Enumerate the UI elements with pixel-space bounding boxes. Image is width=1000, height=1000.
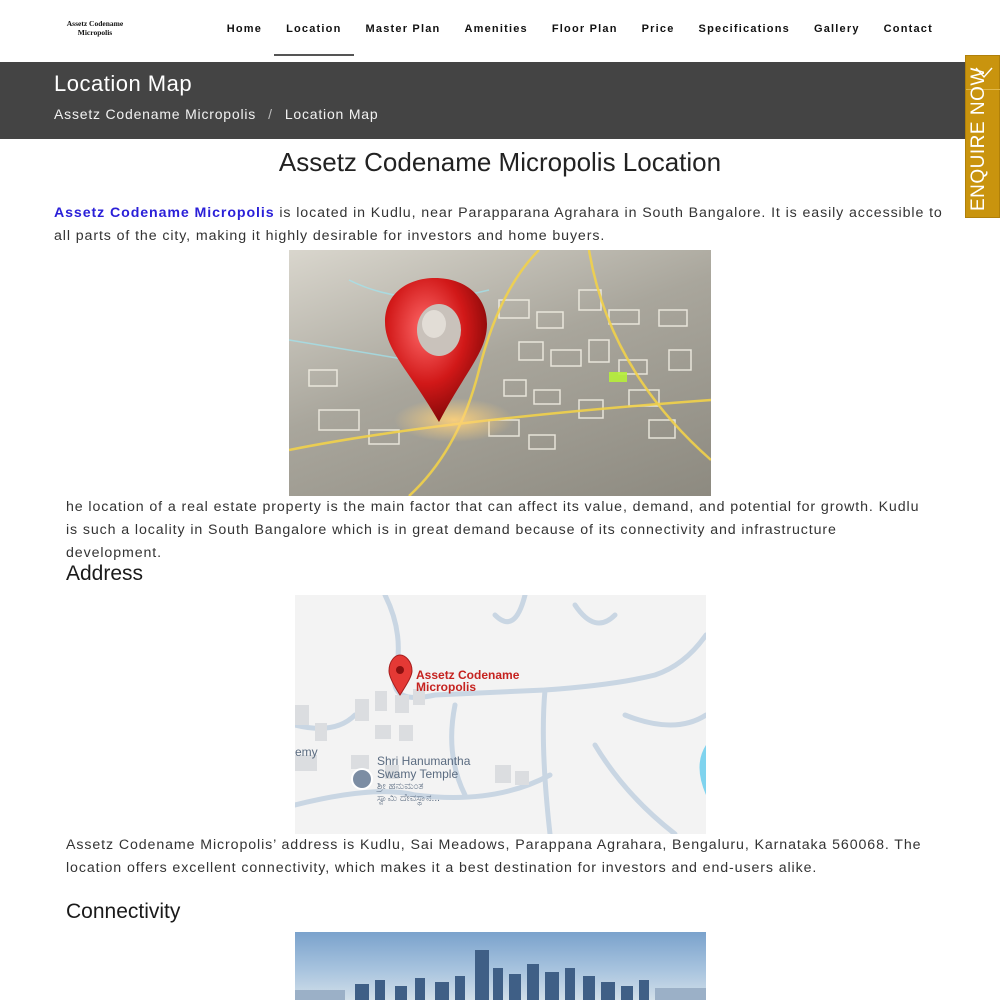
page-title: Location Map bbox=[54, 71, 193, 96]
nav-location[interactable]: Location bbox=[274, 0, 353, 58]
map-edge-label: emy bbox=[295, 745, 318, 759]
breadcrumb-current: Location Map bbox=[284, 106, 379, 122]
logo-line-2: Micropolis bbox=[77, 28, 113, 37]
map-pin-label-line-1: Assetz Codename bbox=[416, 668, 520, 682]
map-temple-label bbox=[377, 755, 470, 805]
site-logo[interactable] bbox=[58, 19, 132, 37]
map-pin-label bbox=[416, 669, 519, 693]
site-header bbox=[0, 0, 1000, 62]
map-temple-label-kannada-2: ಸ್ವಾಮಿ ದೇವಸ್ಥಾನ... bbox=[377, 793, 440, 804]
map-temple-label-line-1: Shri Hanumantha bbox=[377, 754, 471, 768]
project-name-link[interactable]: Assetz Codename Micropolis bbox=[54, 205, 275, 221]
connectivity-heading: Connectivity bbox=[66, 900, 181, 923]
address-paragraph: Assetz Codename Micropolis’ address is Kudlu, Sai Meadows, Parappana Agrahara, Bengaluru, Karnataka 560068. The location offers excellent connectivity, which makes it a best destination for investors and end-users alike. bbox=[66, 837, 922, 876]
breadcrumb-home-link[interactable]: Assetz Codename Micropolis bbox=[54, 106, 257, 122]
enquire-now-label: ENQUIRE NOW bbox=[968, 67, 989, 211]
main-nav bbox=[215, 0, 945, 58]
map-temple-label-line-2: Swamy Temple bbox=[377, 767, 459, 781]
address-heading: Address bbox=[66, 562, 144, 585]
nav-specifications[interactable]: Specifications bbox=[698, 23, 790, 35]
nav-contact[interactable]: Contact bbox=[883, 23, 933, 35]
nav-amenities[interactable]: Amenities bbox=[464, 23, 528, 35]
nav-master-plan[interactable]: Master Plan bbox=[365, 23, 441, 35]
nav-gallery[interactable]: Gallery bbox=[813, 23, 860, 35]
section-title: Assetz Codename Micropolis Location bbox=[278, 147, 722, 177]
city-skyline-image bbox=[295, 932, 706, 1000]
location-importance-paragraph: he location of a real estate property is the main factor that can affect its value, demand, and potential for growth. Kudlu is such a locality in South Bangalore which is in great demand because of its connectivity and infrastructure development. bbox=[66, 499, 920, 561]
page-banner bbox=[0, 62, 1000, 139]
nav-home[interactable]: Home bbox=[226, 23, 263, 35]
location-pin-image bbox=[289, 250, 711, 496]
enquire-now-tab[interactable] bbox=[965, 55, 1000, 218]
intro-paragraph bbox=[54, 202, 950, 248]
nav-floor-plan[interactable]: Floor Plan bbox=[551, 23, 618, 35]
breadcrumb-separator: / bbox=[268, 106, 273, 122]
intro-text: is located in Kudlu, near Parapparana Agrahara in South Bangalore. It is easily accessible to all parts of the city, making it highly desirable for investors and home buyers. bbox=[54, 205, 943, 244]
logo-line-1: Assetz Codename bbox=[66, 19, 124, 28]
google-map-image[interactable] bbox=[295, 595, 706, 834]
map-pin-label-line-2: Micropolis bbox=[416, 680, 477, 694]
nav-price[interactable]: Price bbox=[641, 23, 675, 35]
map-temple-label-kannada-1: ಶ್ರೀ ಹನುಮಂತ bbox=[377, 781, 424, 792]
breadcrumb bbox=[54, 106, 378, 122]
